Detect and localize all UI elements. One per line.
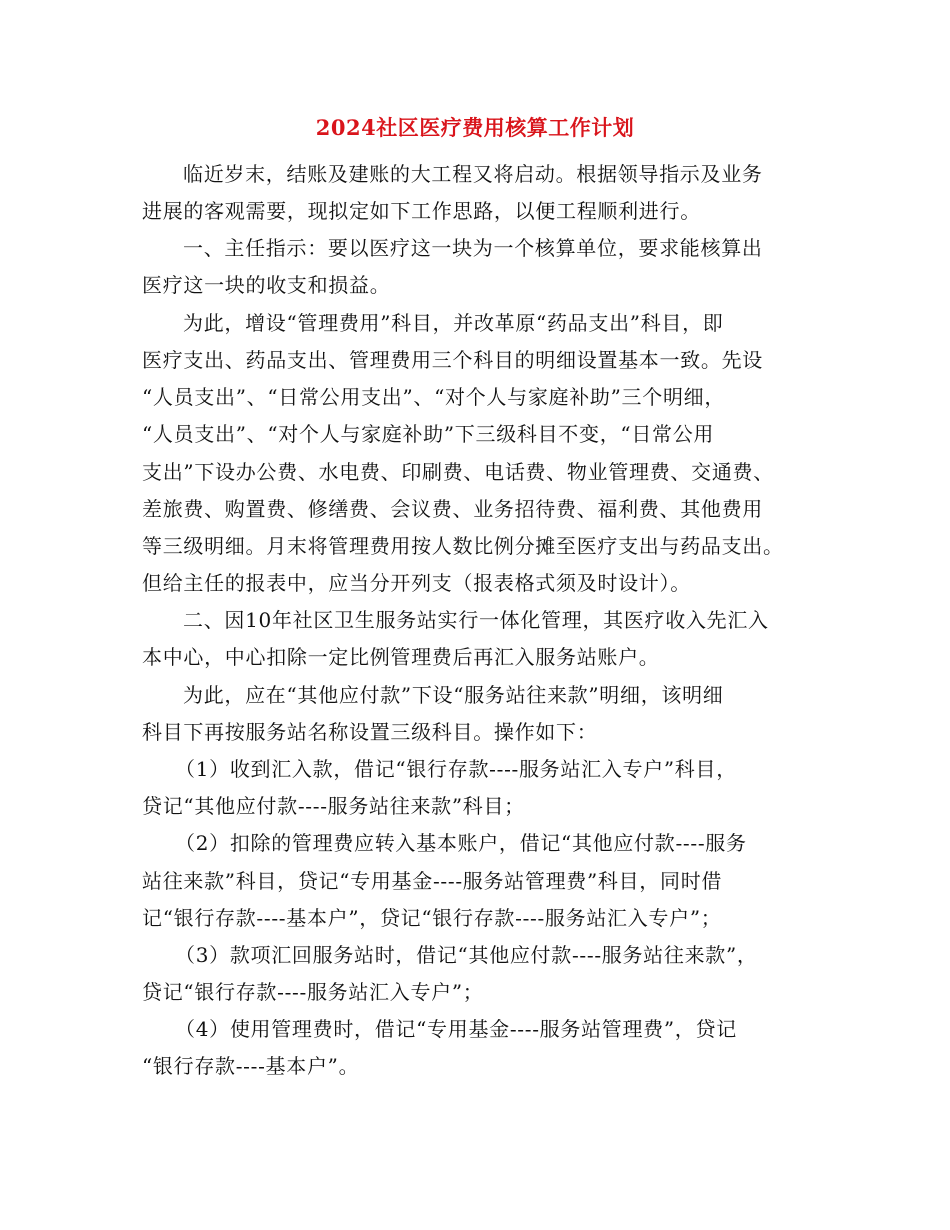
body-line: 站往来款”科目，贷记“专用基金----服务站管理费”科目，同时借 <box>142 869 723 893</box>
body-line: 贷记“银行存款----服务站汇入专户”； <box>142 980 484 1004</box>
body-line: 进展的客观需要，现拟定如下工作思路，以便工程顺利进行。 <box>142 199 701 223</box>
body-line: 一、主任指示：要以医疗这一块为一个核算单位，要求能核算出 <box>183 236 763 260</box>
body-line: （3）款项汇回服务站时，借记“其他应付款----服务站往来款”， <box>175 943 758 967</box>
body-line: 临近岁末，结账及建账的大工程又将启动。根据领导指示及业务 <box>183 162 763 186</box>
body-line: 医疗支出、药品支出、管理费用三个科目的明细设置基本一致。先设 <box>142 348 763 372</box>
body-line: “人员支出”、“日常公用支出”、“对个人与家庭补助”三个明细， <box>142 385 726 409</box>
document-title: 2024社区医疗费用核算工作计划 <box>315 115 635 140</box>
body-line: 等三级明细。月末将管理费用按人数比例分摊至医疗支出与药品支出。 <box>142 534 784 558</box>
body-line: （1）收到汇入款，借记“银行存款----服务站汇入专户”科目， <box>175 757 737 781</box>
body-line: “人员支出”、“对个人与家庭补助”下三级科目不变，“日常公用 <box>142 422 715 446</box>
body-line: 贷记“其他应付款----服务站往来款”科目； <box>142 794 525 818</box>
body-line: 科目下再按服务站名称设置三级科目。操作如下： <box>142 720 598 744</box>
body-line: 为此，应在“其他应付款”下设“服务站往来款”明细，该明细 <box>183 683 724 707</box>
body-line: 二、因10年社区卫生服务站实行一体化管理，其医疗收入先汇入 <box>183 608 769 632</box>
body-line: 差旅费、购置费、修缮费、会议费、业务招待费、福利费、其他费用 <box>142 497 763 521</box>
body-line: 本中心，中心扣除一定比例管理费后再汇入服务站账户。 <box>142 645 660 669</box>
body-line: 但给主任的报表中，应当分开列支（报表格式须及时设计）。 <box>142 571 691 595</box>
body-line: 为此，增设“管理费用”科目，并改革原“药品支出”科目，即 <box>183 311 724 335</box>
body-line: （2）扣除的管理费应转入基本账户，借记“其他应付款----服务 <box>175 831 747 855</box>
body-line: “银行存款----基本户”。 <box>142 1054 360 1078</box>
body-line: （4）使用管理费时，借记“专用基金----服务站管理费”，贷记 <box>175 1017 737 1041</box>
body-line: 记“银行存款----基本户”，贷记“银行存款----服务站汇入专户”； <box>142 906 722 930</box>
body-line: 支出”下设办公费、水电费、印刷费、电话费、物业管理费、交通费、 <box>142 460 774 484</box>
body-line: 医疗这一块的收支和损益。 <box>142 273 391 297</box>
